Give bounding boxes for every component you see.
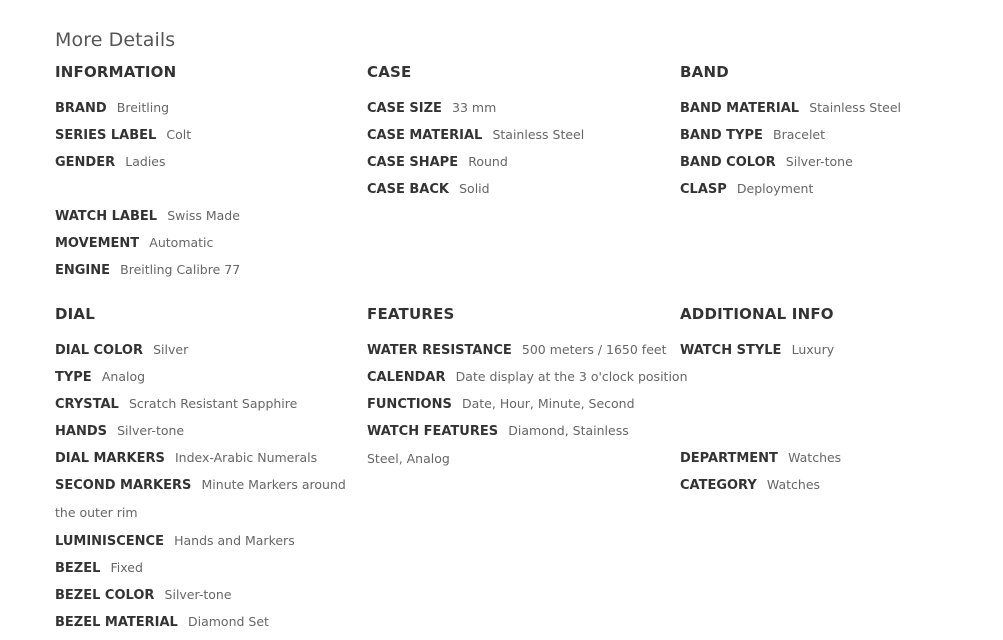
dial-color-label: DIAL COLOR [55, 343, 143, 358]
detail-row-dial-markers [55, 444, 355, 471]
hands-label: HANDS [55, 424, 107, 439]
water-resistance-value: 500 meters / 1650 feet [521, 342, 667, 357]
bezel-material-label: BEZEL MATERIAL [55, 615, 178, 630]
spacer [680, 363, 980, 444]
calendar-value: Date display at the 3 o'clock position [455, 369, 688, 384]
crystal-label: CRYSTAL [55, 397, 119, 412]
detail-row-gender [55, 148, 355, 175]
detail-row-second-markers [55, 471, 355, 527]
features-section [367, 304, 688, 473]
detail-row-bezel-color [55, 581, 355, 608]
detail-row-watch-style [680, 336, 980, 363]
case-size-label: CASE SIZE [367, 101, 442, 116]
watch-label-value: Swiss Made [167, 208, 240, 223]
bezel-material-value: Diamond Set [187, 614, 269, 629]
detail-row-case-back [367, 175, 667, 202]
detail-row-series-label [55, 121, 355, 148]
features-heading: FEATURES [367, 305, 455, 323]
detail-row-band-color [680, 148, 980, 175]
type-label: TYPE [55, 370, 92, 385]
engine-value: Breitling Calibre 77 [120, 262, 241, 277]
detail-row-hands [55, 417, 355, 444]
bezel-color-label: BEZEL COLOR [55, 588, 155, 603]
information-section [55, 62, 355, 283]
dial-section [55, 304, 355, 635]
case-section [367, 62, 667, 202]
bezel-value: Fixed [110, 560, 143, 575]
information-heading: INFORMATION [55, 63, 177, 81]
additional-info-heading: ADDITIONAL INFO [680, 305, 834, 323]
category-label: CATEGORY [680, 478, 757, 493]
detail-row-calendar [367, 363, 688, 390]
movement-label: MOVEMENT [55, 236, 140, 251]
detail-row-movement [55, 229, 355, 256]
detail-row-case-material [367, 121, 667, 148]
detail-row-band-material [680, 94, 980, 121]
band-color-value: Silver-tone [785, 154, 853, 169]
band-heading: BAND [680, 63, 729, 81]
watch-features-label: WATCH FEATURES [367, 424, 499, 439]
type-value: Analog [101, 369, 146, 384]
functions-value: Date, Hour, Minute, Second [462, 396, 635, 411]
series-label-label: SERIES LABEL [55, 128, 157, 143]
second-markers-label: SECOND MARKERS [55, 478, 192, 493]
page-title: More Details [55, 29, 176, 51]
hands-value: Silver-tone [117, 423, 185, 438]
band-type-value: Bracelet [773, 127, 826, 142]
luminiscence-value: Hands and Markers [174, 533, 295, 548]
detail-row-band-type [680, 121, 980, 148]
department-label: DEPARTMENT [680, 451, 778, 466]
detail-row-luminiscence [55, 527, 355, 554]
gender-value: Ladies [125, 154, 166, 169]
watch-style-label: WATCH STYLE [680, 343, 782, 358]
bezel-color-value: Silver-tone [164, 587, 232, 602]
case-shape-label: CASE SHAPE [367, 155, 459, 170]
band-section [680, 62, 980, 202]
clasp-value: Deployment [736, 181, 814, 196]
detail-row-clasp [680, 175, 980, 202]
second-markers-value: Minute Markers around the outer rim [55, 477, 346, 520]
watch-features-value: Diamond, Stainless Steel, Analog [367, 423, 629, 466]
case-heading: CASE [367, 63, 412, 81]
detail-row-department [680, 444, 980, 471]
department-value: Watches [788, 450, 842, 465]
detail-row-dial-color [55, 336, 355, 363]
dial-markers-value: Index-Arabic Numerals [174, 450, 318, 465]
watch-label-label: WATCH LABEL [55, 209, 158, 224]
clasp-label: CLASP [680, 182, 727, 197]
band-type-label: BAND TYPE [680, 128, 763, 143]
detail-row-watch-features [367, 417, 657, 473]
bezel-label: BEZEL [55, 561, 101, 576]
dial-markers-label: DIAL MARKERS [55, 451, 165, 466]
series-label-value: Colt [166, 127, 192, 142]
case-size-value: 33 mm [452, 100, 497, 115]
watch-style-value: Luxury [791, 342, 835, 357]
case-shape-value: Round [468, 154, 508, 169]
dial-color-value: Silver [153, 342, 189, 357]
category-value: Watches [766, 477, 821, 492]
case-material-value: Stainless Steel [492, 127, 585, 142]
water-resistance-label: WATER RESISTANCE [367, 343, 512, 358]
gender-label: GENDER [55, 155, 116, 170]
detail-row-bezel-material [55, 608, 355, 635]
detail-row-case-shape [367, 148, 667, 175]
calendar-label: CALENDAR [367, 370, 446, 385]
detail-row-watch-label [55, 202, 355, 229]
movement-value: Automatic [149, 235, 214, 250]
detail-row-engine [55, 256, 355, 283]
detail-row-category [680, 471, 980, 498]
brand-value: Breitling [116, 100, 170, 115]
case-back-label: CASE BACK [367, 182, 449, 197]
crystal-value: Scratch Resistant Sapphire [128, 396, 298, 411]
detail-row-bezel [55, 554, 355, 581]
detail-row-water-resistance [367, 336, 667, 363]
detail-row-functions [367, 390, 664, 417]
detail-row-case-size [367, 94, 667, 121]
case-back-value: Solid [459, 181, 490, 196]
detail-row-brand [55, 94, 355, 121]
dial-heading: DIAL [55, 305, 95, 323]
detail-row-crystal [55, 390, 355, 417]
brand-label: BRAND [55, 101, 107, 116]
engine-label: ENGINE [55, 263, 111, 278]
case-material-label: CASE MATERIAL [367, 128, 483, 143]
band-material-label: BAND MATERIAL [680, 101, 800, 116]
luminiscence-label: LUMINISCENCE [55, 534, 164, 549]
band-color-label: BAND COLOR [680, 155, 776, 170]
spacer [55, 175, 355, 202]
additional-info-section [680, 304, 980, 498]
functions-label: FUNCTIONS [367, 397, 452, 412]
band-material-value: Stainless Steel [809, 100, 901, 115]
detail-row-type [55, 363, 355, 390]
